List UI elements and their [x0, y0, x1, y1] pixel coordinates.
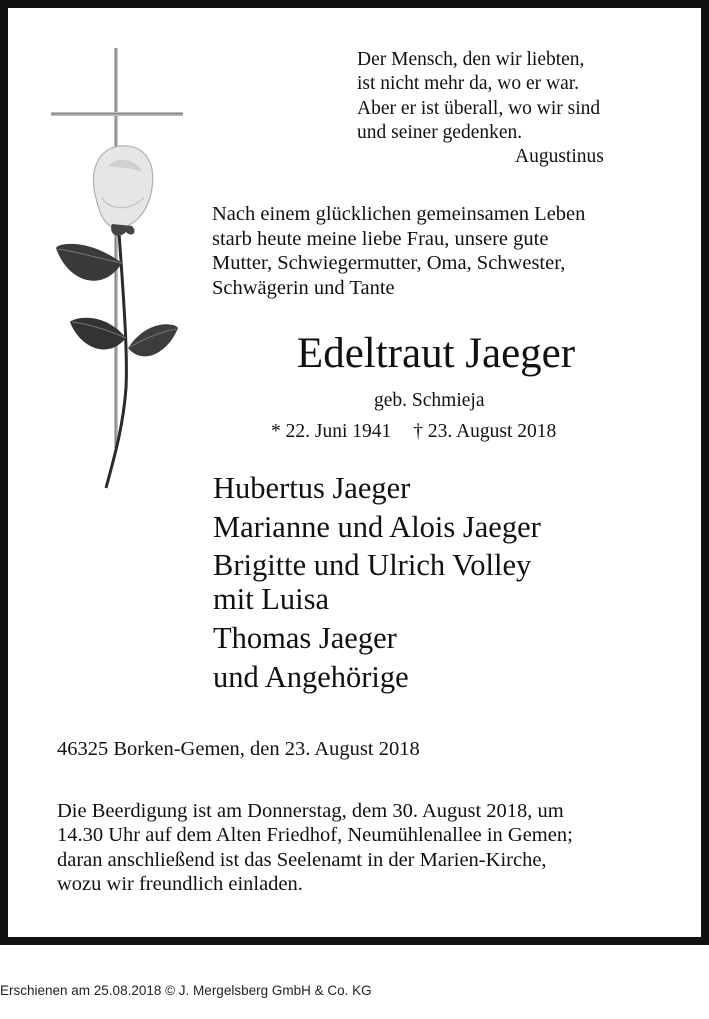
memorial-poem: [357, 48, 604, 169]
mourner: und Angehörige: [213, 659, 409, 694]
announcement-line: Mutter, Schwiegermutter, Oma, Schwester,: [212, 252, 566, 274]
funeral-line: 14.30 Uhr auf dem Alten Friedhof, Neumühlenallee in Gemen;: [57, 824, 573, 847]
place-and-date: 46325 Borken-Gemen, den 23. August 2018: [57, 738, 420, 760]
birth-date: * 22. Juni 1941: [271, 421, 392, 442]
cross-with-rose-icon: [48, 48, 208, 508]
mourner: Hubertus Jaeger: [213, 471, 411, 505]
poem-line: Aber er ist überall, wo wir sind: [357, 97, 601, 119]
mourner: mit Luisa: [213, 582, 330, 616]
death-date: † 23. August 2018: [413, 421, 557, 442]
life-dates: [271, 421, 556, 443]
funeral-details: [57, 799, 573, 896]
publication-footer: Erschienen am 25.08.2018 © J. Mergelsberg GmbH & Co. KG: [0, 983, 372, 998]
obituary-notice: [8, 8, 701, 937]
mourner: Brigitte und Ulrich Volley: [213, 548, 532, 582]
announcement-line: Schwägerin und Tante: [212, 276, 395, 299]
mourner: Thomas Jaeger: [213, 621, 397, 655]
funeral-line: Die Beerdigung ist am Donnerstag, dem 30. August 2018, um: [57, 800, 564, 822]
announcement-text: [212, 202, 585, 300]
funeral-line: wozu wir freundlich einladen.: [57, 872, 303, 895]
announcement-line: starb heute meine liebe Frau, unsere gute: [212, 227, 549, 250]
mourner: Marianne und Alois Jaeger: [213, 509, 541, 544]
poem-line: ist nicht mehr da, wo er war.: [357, 73, 580, 95]
poem-line: Der Mensch, den wir liebten,: [357, 49, 585, 70]
mourners-list: [213, 469, 541, 696]
poem-line: und seiner gedenken.: [357, 121, 523, 143]
funeral-line: daran anschließend ist das Seelenamt in der Marien-Kirche,: [57, 848, 547, 871]
announcement-line: Nach einem glücklichen gemeinsamen Leben: [212, 203, 586, 225]
birth-name: geb. Schmieja: [374, 390, 485, 411]
deceased-name: Edeltraut Jaeger: [296, 330, 576, 377]
poem-author: Augustinus: [515, 146, 604, 168]
